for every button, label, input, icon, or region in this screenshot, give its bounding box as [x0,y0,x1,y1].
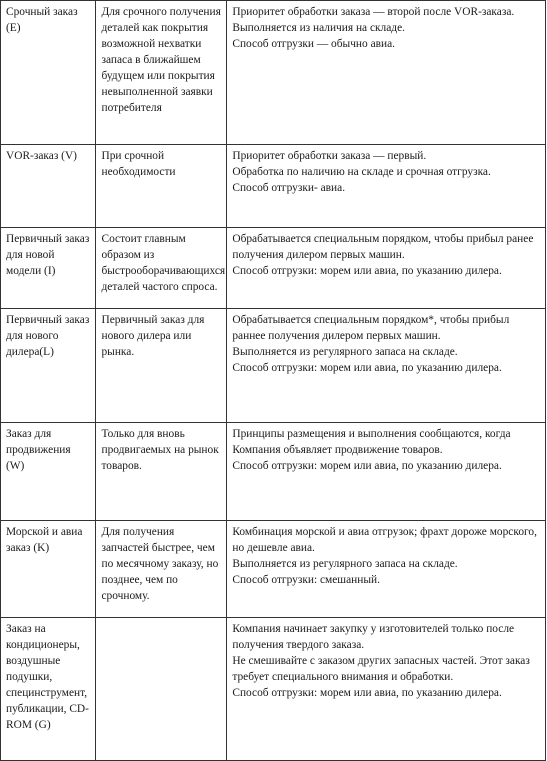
description-line: Выполняется из регулярного запаса на складе. [232,346,458,358]
order-purpose-cell: Состоит главным образом из быстрооборачивающихся деталей частого спроса. [96,228,227,309]
table-row [1,618,546,761]
order-type-cell: Первичный заказ для новой модели (I) [1,228,96,309]
order-type-cell: Морской и авиа заказ (K) [1,521,96,618]
description-line: Способ отгрузки- авиа. [232,182,346,194]
description-line: Способ отгрузки: морем или авиа, по указанию дилера. [232,362,502,374]
description-line: Выполняется из регулярного запаса на складе. [232,558,458,570]
order-purpose-cell: При срочной необходимости [96,145,227,228]
description-line: Принципы размещения и выполнения сообщаются, когда Компания объявляет продвижение товаров. [232,428,511,456]
order-description-cell [227,309,546,423]
table-row [1,145,546,228]
table-row [1,309,546,423]
description-line: Способ отгрузки — обычно авиа. [232,38,396,50]
description-line: Способ отгрузки: морем или авиа, по указанию дилера. [232,460,502,472]
order-description-cell [227,618,546,761]
description-line: Компания начинает закупку у изготовителей только после получения твердого заказа. [232,623,515,651]
description-line: Способ отгрузки: морем или авиа, по указанию дилера. [232,265,502,277]
order-type-cell: Заказ для продвижения (W) [1,423,96,521]
order-description-cell [227,423,546,521]
description-line: Комбинация морской и авиа отгрузок; фрахт дороже морского, но дешевле авиа. [232,526,537,554]
description-line: Не смешивайте с заказом других запасных частей. Этот заказ требует специального внимания и обработки. [232,655,530,683]
order-purpose-cell: Только для вновь продвигаемых на рынок товаров. [96,423,227,521]
order-type-cell: Срочный заказ (E) [1,1,96,145]
order-type-cell: VOR-заказ (V) [1,145,96,228]
description-line: Выполняется из наличия на складе. [232,22,405,34]
description-line: Обрабатывается специальным порядком*, чтобы прибыл раннее получения дилером первых машин. [232,314,510,342]
order-description-cell [227,145,546,228]
table-row [1,423,546,521]
order-description-cell [227,228,546,309]
table-row [1,228,546,309]
order-description-cell [227,521,546,618]
order-type-cell: Первичный заказ для нового дилера(L) [1,309,96,423]
description-line: Обработка по наличию на складе и срочная отгрузка. [232,166,491,178]
order-description-cell [227,1,546,145]
description-line: Способ отгрузки: смешанный. [232,574,380,586]
order-purpose-cell: Для срочного получения деталей как покрытия возможной нехватки запаса в ближайшем будущем или покрытия невыполненной заявки потребителя [96,1,227,145]
description-line: Приоритет обработки заказа — второй после VOR-заказа. [232,6,515,18]
table-row [1,521,546,618]
description-line: Способ отгрузки: морем или авиа, по указанию дилера. [232,687,502,699]
order-type-cell: Заказ на кондиционеры, воздушные подушки, специнструмент, публикации, CD-ROM (G) [1,618,96,761]
order-purpose-cell: Первичный заказ для нового дилера или рынка. [96,309,227,423]
table-row [1,1,546,145]
order-purpose-cell [96,618,227,761]
description-line: Приоритет обработки заказа — первый. [232,150,427,162]
description-line: Обрабатывается специальным порядком, чтобы прибыл ранее получения дилером первых машин. [232,233,534,261]
order-purpose-cell: Для получения запчастей быстрее, чем по месячному заказу, но позднее, чем по срочному. [96,521,227,618]
